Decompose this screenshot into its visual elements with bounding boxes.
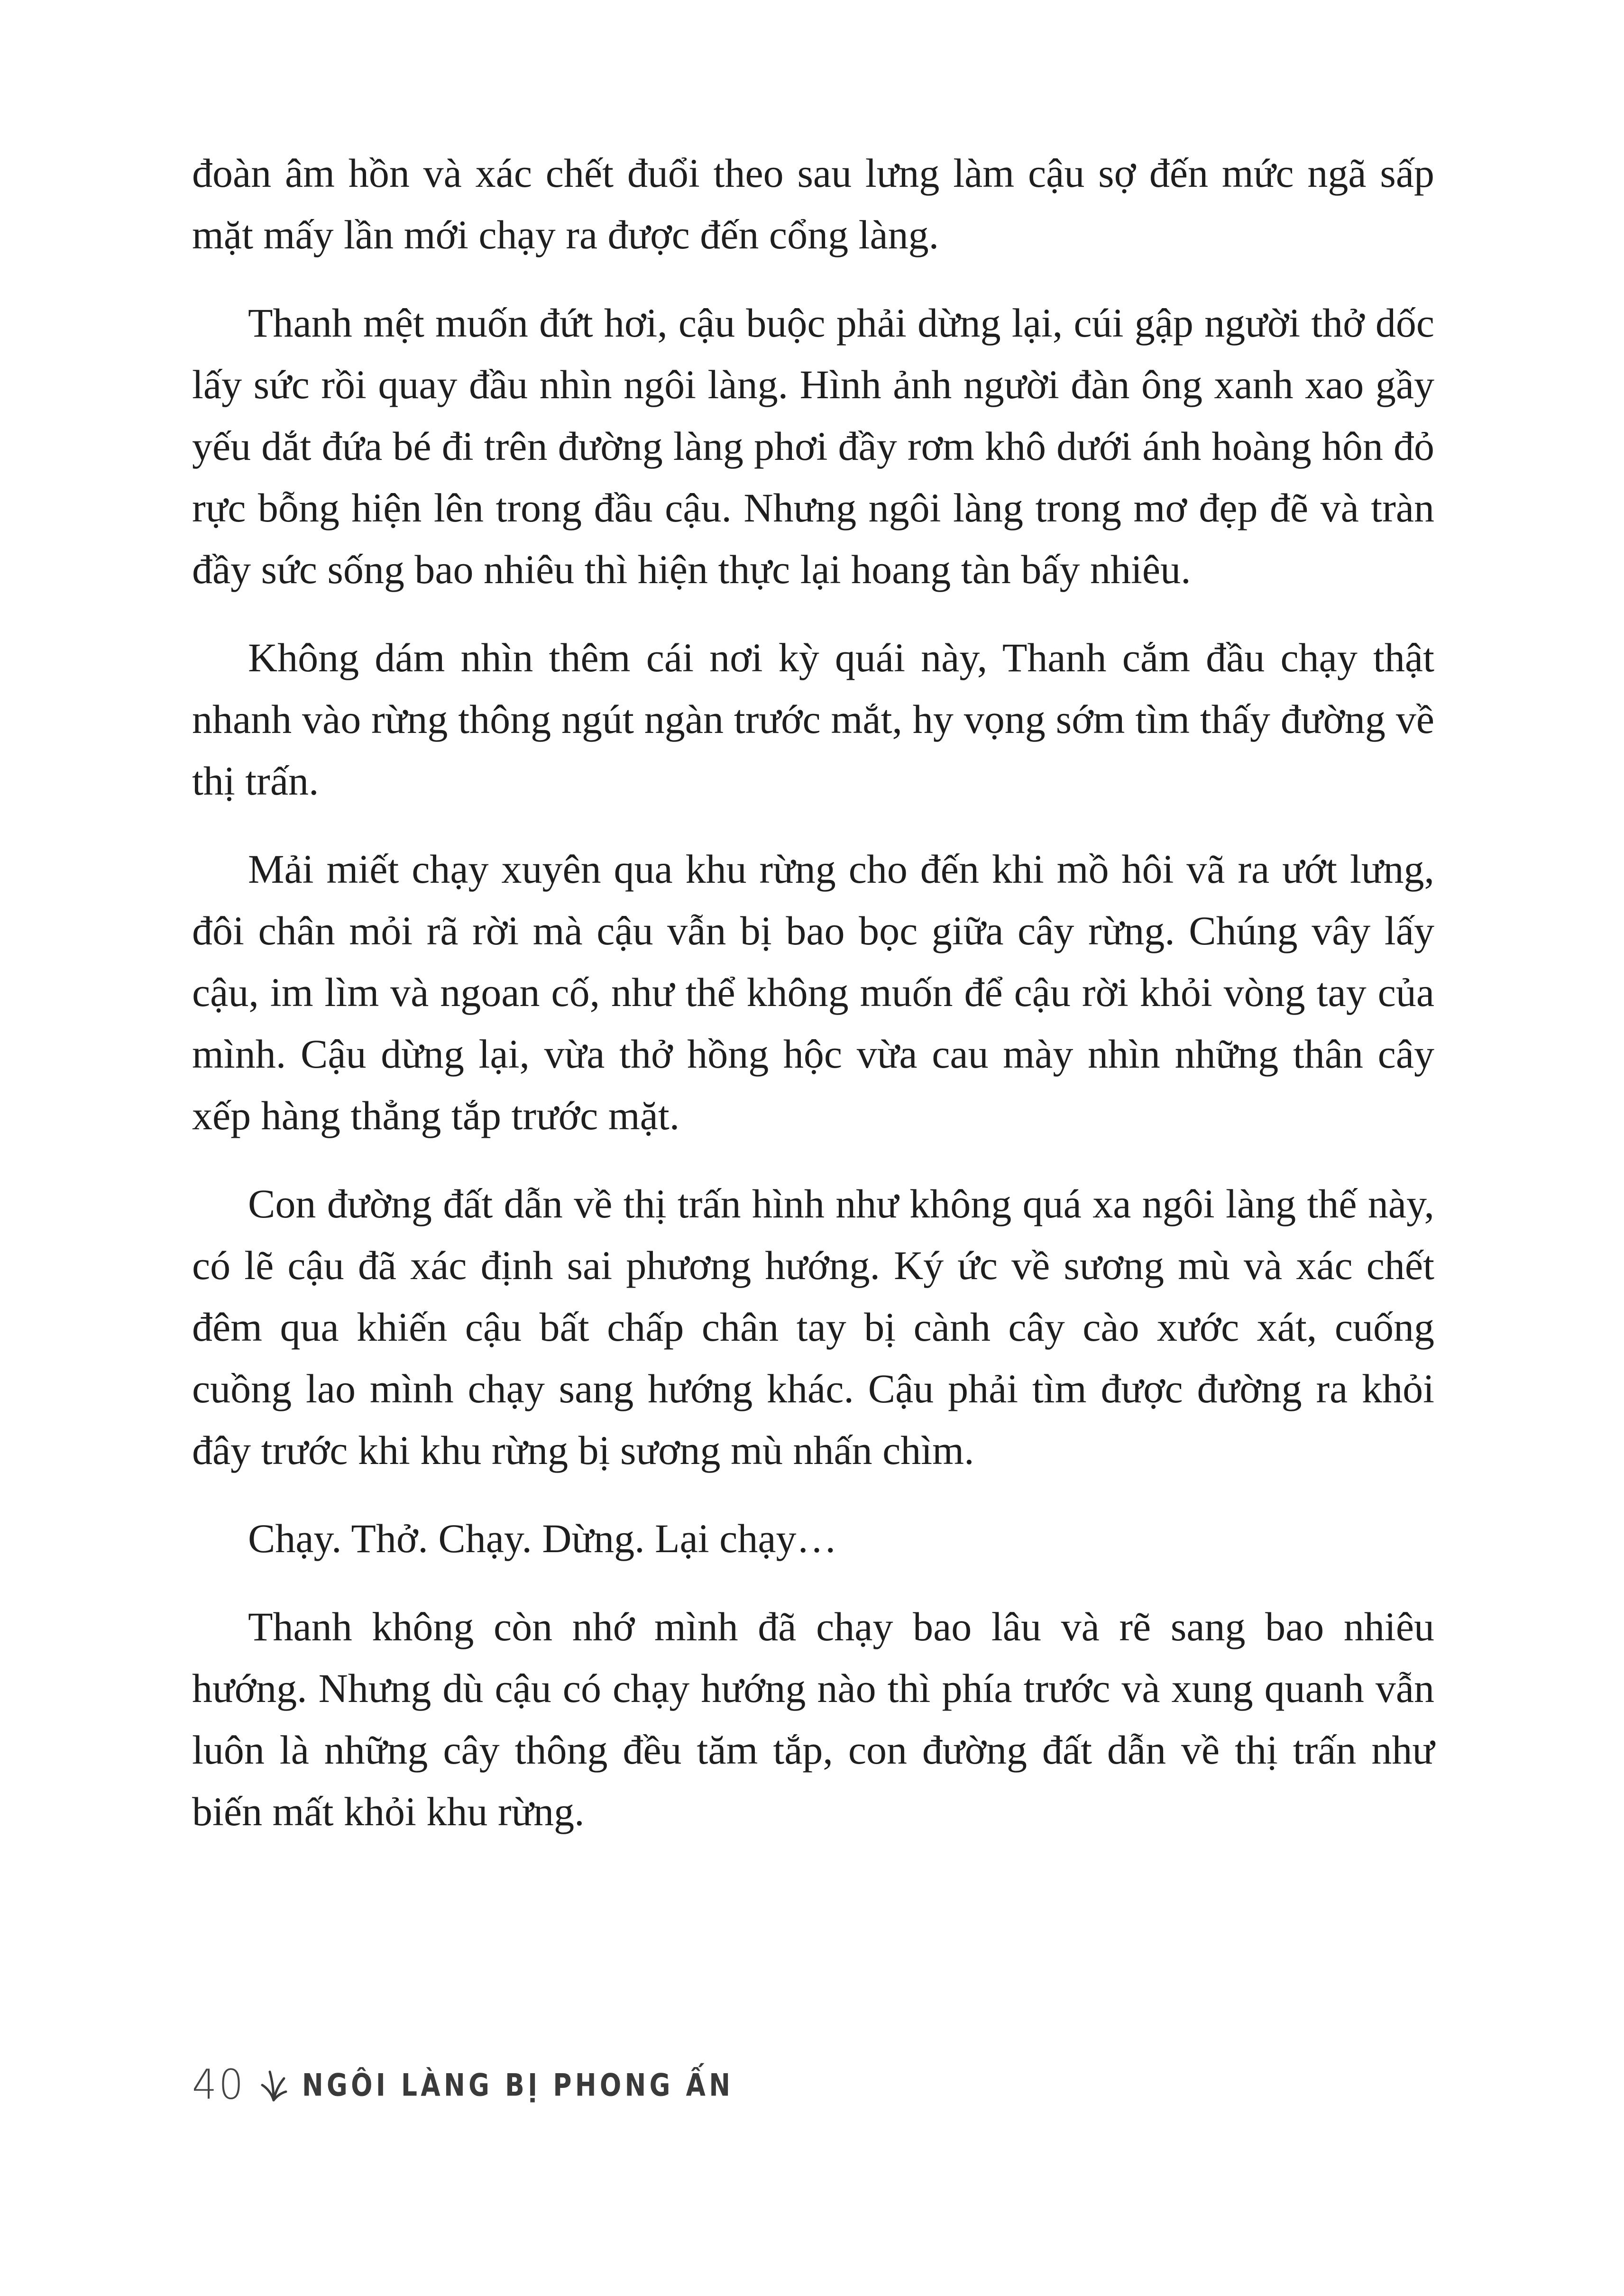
paragraph: Thanh không còn nhớ mình đã chạy bao lâu và rẽ sang bao nhiêu hướng. Nhưng dù cậu có chạy hướng nào thì phía trước và xung quanh vẫn luôn là những cây thông đều tăm tắp, con đường đất dẫn về thị trấn như biến mất khỏi khu rừng.	[192, 1604, 1434, 1834]
plant-icon	[258, 2068, 289, 2102]
paragraph: đoàn âm hồn và xác chết đuổi theo sau lưng làm cậu sợ đến mức ngã sấp mặt mấy lần mới chạy ra được đến cổng làng.	[192, 150, 1434, 257]
body-text	[192, 142, 1434, 1869]
book-title: NGÔI LÀNG BỊ PHONG ẤN	[302, 2067, 734, 2103]
paragraph: Con đường đất dẫn về thị trấn hình như không quá xa ngôi làng thế này, có lẽ cậu đã xác định sai phương hướng. Ký ức về sương mù và xác chết đêm qua khiến cậu bất chấp chân tay bị cành cây cào xước xát, cuống cuồng lao mình chạy sang hướng khác. Cậu phải tìm được đường ra khỏi đây trước khi khu rừng bị sương mù nhấn chìm.	[192, 1181, 1434, 1473]
paragraph: Thanh mệt muốn đứt hơi, cậu buộc phải dừng lại, cúi gập người thở dốc lấy sức rồi quay đầu nhìn ngôi làng. Hình ảnh người đàn ông xanh xao gầy yếu dắt đứa bé đi trên đường làng phơi đầy rơm khô dưới ánh hoàng hôn đỏ rực bỗng hiện lên trong đầu cậu. Nhưng ngôi làng trong mơ đẹp đẽ và tràn đầy sức sống bao nhiêu thì hiện thực lại hoang tàn bấy nhiêu.	[192, 300, 1434, 592]
page-number: 40	[192, 2061, 246, 2109]
paragraph: Chạy. Thở. Chạy. Dừng. Lại chạy…	[248, 1516, 837, 1561]
paragraph: Không dám nhìn thêm cái nơi kỳ quái này, Thanh cắm đầu chạy thật nhanh vào rừng thông ngút ngàn trước mắt, hy vọng sớm tìm thấy đường về thị trấn.	[192, 635, 1434, 804]
paragraph: Mải miết chạy xuyên qua khu rừng cho đến khi mồ hôi vã ra ướt lưng, đôi chân mỏi rã rời mà cậu vẫn bị bao bọc giữa cây rừng. Chúng vây lấy cậu, im lìm và ngoan cố, như thể không muốn để cậu rời khỏi vòng tay của mình. Cậu dừng lại, vừa thở hồng hộc vừa cau mày nhìn những thân cây xếp hàng thẳng tắp trước mặt.	[192, 846, 1434, 1138]
page-footer	[192, 2062, 771, 2107]
